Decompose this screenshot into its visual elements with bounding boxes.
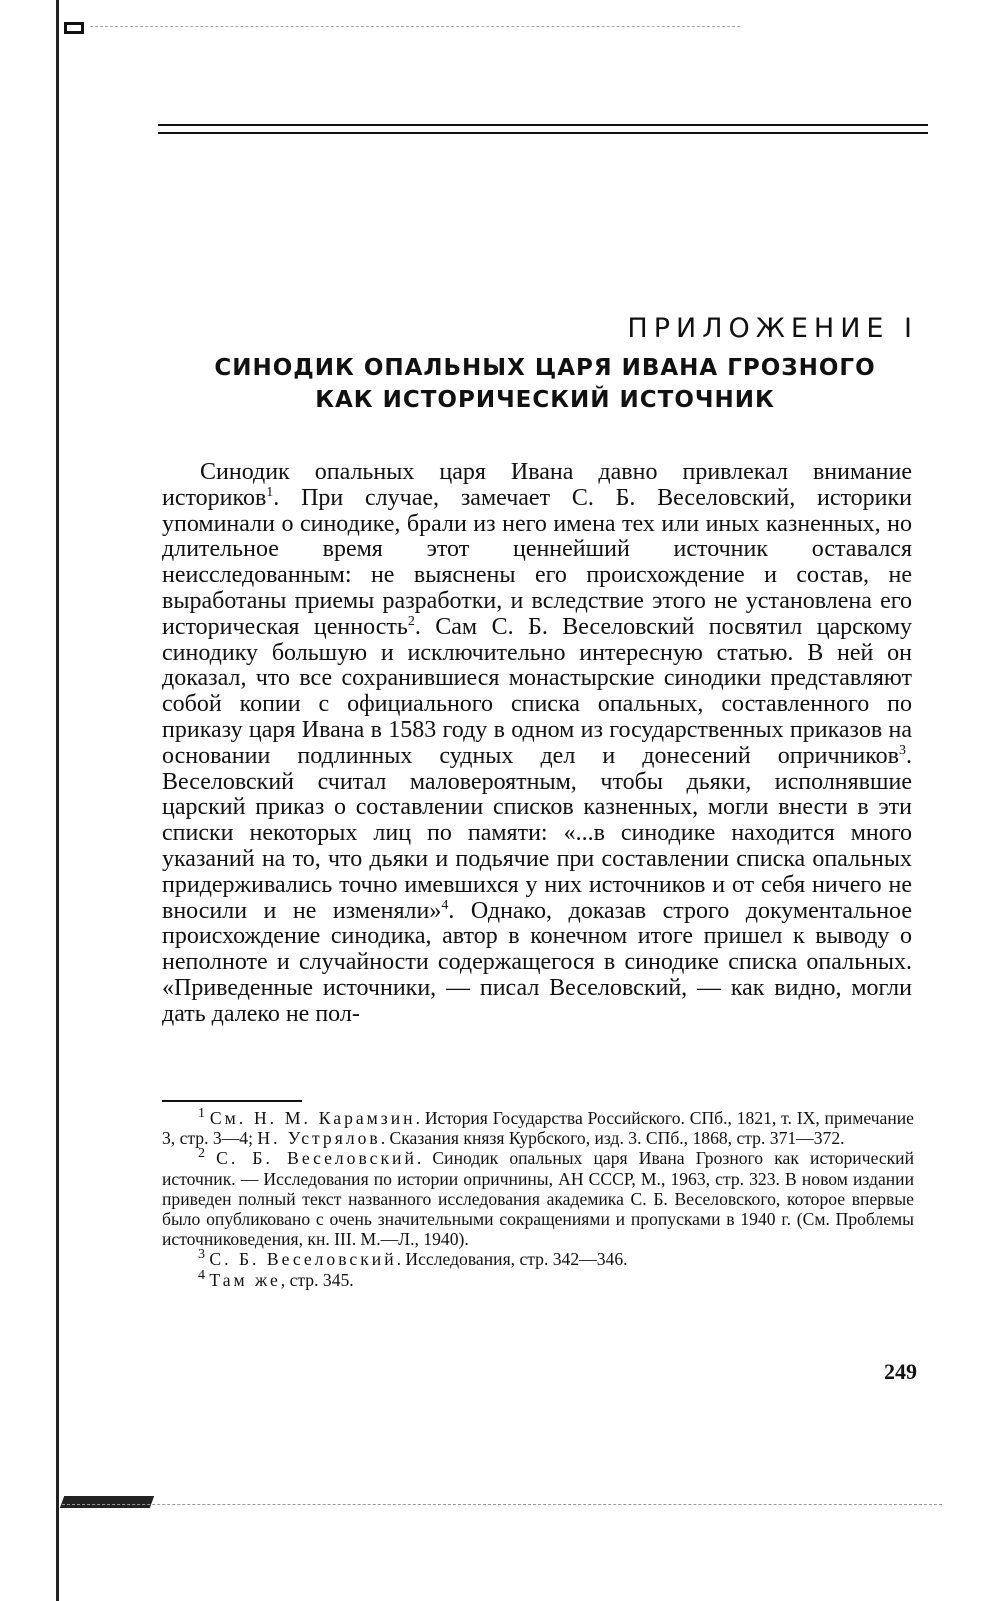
footnotes bbox=[162, 1108, 914, 1290]
footnote bbox=[162, 1108, 914, 1148]
scan-artifact-smudge bbox=[60, 1496, 154, 1508]
footnote-text: . Исследования, стр. 342—346. bbox=[396, 1249, 628, 1270]
footnote-ref: 2 bbox=[407, 613, 415, 629]
title-line-1: СИНОДИК ОПАЛЬНЫХ ЦАРЯ ИВАНА ГРОЗНОГО bbox=[214, 355, 876, 381]
footnote-number: 4 bbox=[198, 1267, 205, 1283]
footnote-text: , стр. 345. bbox=[280, 1269, 354, 1290]
scan-edge bbox=[56, 0, 59, 1601]
footnote-author: С. Б. Веселовский bbox=[209, 1249, 397, 1270]
body-segment: . Однако, доказав строго документальное происхождение синодика, автор в конечном итоге пришел к выводу о неполноте и случайности содержащегося в синодике списка опальных. «Приведенные источники, — писал Веселовский, — как видно, могли дать далеко не пол- bbox=[162, 897, 912, 1027]
footnote-author: Н. Устрялов bbox=[257, 1128, 381, 1149]
footnote-text: . История Государства Российского. СПб., 1821, т. IX, примечание 3, стр. 3—4; bbox=[162, 1108, 914, 1149]
scan-artifact-top bbox=[90, 26, 740, 27]
footnote-ref: 1 bbox=[266, 484, 274, 500]
body-segment: . При случае, замечает С. Б. Веселовский, историки упоминали о синодике, брали из него имена тех или иных казненных, но длительное время этот ценнейший источник оставался неисследованным: не выяснены его происхождение и состав, не выработаны приемы разработки, и вследствие этого не установлена его историческая ценность bbox=[162, 484, 912, 640]
header-rule bbox=[158, 124, 928, 134]
footnote-number: 2 bbox=[198, 1146, 205, 1162]
footnote-text: . Синодик опальных царя Ивана Грозного как исторический источник. — Исследования по истории опричнины, АН СССР, М., 1963, стр. 323. В новом издании приведен полный текст названного исследования академика С. Б. Веселовского, которое впервые было опубликовано с очень значительными сокращениями и пропусками в 1940 г. (См. Проблемы источниковедения, кн. III. М.—Л., 1940). bbox=[162, 1148, 915, 1250]
appendix-label: ПРИЛОЖЕНИЕ I bbox=[627, 313, 918, 344]
scan-corner-mark bbox=[64, 22, 84, 34]
footnote-author: См. Н. М. Карамзин bbox=[209, 1108, 416, 1128]
footnote-text: . Сказания князя Курбского, изд. 3. СПб., 1868, стр. 371—372. bbox=[380, 1128, 845, 1149]
footnote-author: Там же bbox=[209, 1269, 281, 1290]
footnote-rule bbox=[162, 1100, 302, 1102]
footnote-ref: 3 bbox=[899, 742, 906, 758]
footnote-ref: 4 bbox=[441, 897, 449, 913]
page-number: 249 bbox=[884, 1359, 917, 1384]
footnote-number: 1 bbox=[198, 1106, 205, 1122]
footnote bbox=[162, 1267, 914, 1290]
footnote bbox=[162, 1249, 914, 1269]
scan-artifact-bottom bbox=[62, 1504, 942, 1505]
title-line-2: КАК ИСТОРИЧЕСКИЙ ИСТОЧНИК bbox=[315, 387, 775, 413]
body-paragraph bbox=[162, 460, 912, 1028]
body-segment: . Сам С. Б. Веселовский посвятил царскому синодику большую и исключительно интересную статью. В ней он доказал, что все сохранившиеся монастырские синодики представляют собой копии с официального списка опальных, составленного по приказу царя Ивана в 1583 году в одном из государственных приказов на основании подлинных судных дел и донесений опричников bbox=[162, 613, 913, 769]
body-segment: Синодик опальных царя Ивана давно привлекал внимание историков bbox=[162, 459, 912, 511]
footnote bbox=[162, 1148, 914, 1249]
footnote-number: 3 bbox=[198, 1247, 205, 1263]
chapter-title bbox=[150, 352, 940, 416]
body-segment: . Веселовский считал маловероятным, чтобы дьяки, исполнявшие царский приказ о составлении списков казненных, могли внести в эти списки некоторых лиц по памяти: «...в синодике находится много указаний на то, что дьяки и подьячие при составлении списка опальных придерживались точно имевшихся у них источников и от себя ничего не вносили и не изменяли» bbox=[162, 742, 912, 924]
footnote-author: С. Б. Веселовский bbox=[216, 1148, 417, 1169]
